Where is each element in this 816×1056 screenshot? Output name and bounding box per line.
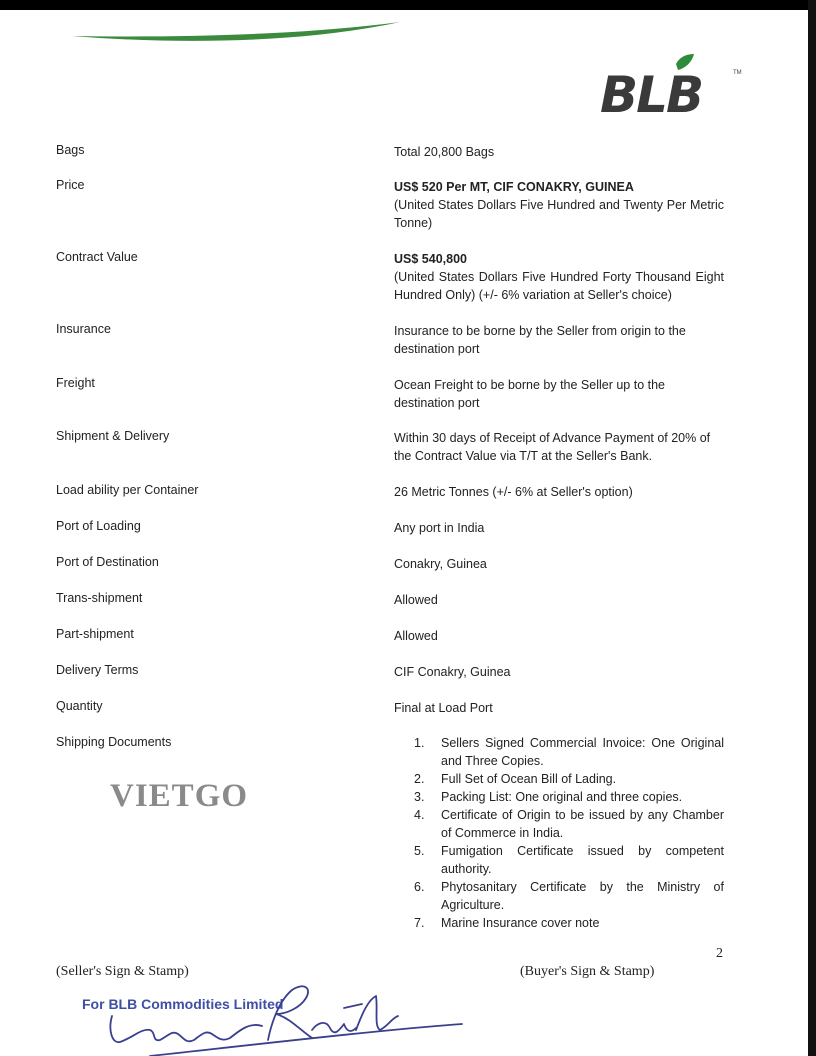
trademark-mark: TM [733,70,742,76]
list-item-number: 6. [414,880,425,894]
page-number: 2 [716,946,723,961]
row-value-main: US$ 540,800 [394,252,467,266]
row-label: Bags [56,143,85,157]
row-value-sub: (United States Dollars Five Hundred and Twenty Per Metric Tonne) [394,198,724,230]
row-value-text: Insurance to be borne by the Seller from origin to the destination port [394,324,686,356]
list-item-text: Sellers Signed Commercial Invoice: One Original and Three Copies. [441,736,724,768]
row-label: Price [56,178,85,192]
row-label: Quantity [56,699,103,713]
row-value-text: Within 30 days of Receipt of Advance Payment of 20% of the Contract Value via T/T at the Seller's Bank. [394,431,711,463]
row-label: Shipping Documents [56,735,172,749]
row-label: Insurance [56,322,111,336]
list-item-number: 4. [414,808,425,822]
list-item-number: 3. [414,790,425,804]
list-item-number: 2. [414,772,425,786]
row-value-text: Allowed [394,593,438,607]
row-label: Contract Value [56,250,138,264]
buyer-sign-label: (Buyer's Sign & Stamp) [520,964,655,979]
row-value-text: Final at Load Port [394,701,493,715]
list-item-text: Certificate of Origin to be issued by any Chamber of Commerce in India. [441,808,724,840]
seller-sign-label: (Seller's Sign & Stamp) [56,964,189,979]
row-label: Freight [56,376,95,390]
row-value-text: Total 20,800 Bags [394,145,495,159]
logo-text: BLB [600,66,703,124]
row-label: Trans-shipment [56,591,143,605]
row-label: Shipment & Delivery [56,429,170,443]
row-value-sub: (United States Dollars Five Hundred Forty Thousand Eight Hundred Only) (+/- 6% variation at Seller's choice) [394,270,724,302]
row-value-text: 26 Metric Tonnes (+/- 6% at Seller's option) [394,485,633,499]
list-item-number: 1. [414,736,425,750]
row-label: Port of Destination [56,555,159,569]
row-value-text: Conakry, Guinea [394,557,487,571]
row-value-text: Any port in India [394,521,485,535]
watermark: VIETGO [110,778,249,814]
row-value-main: US$ 520 Per MT, CIF CONAKRY, GUINEA [394,180,634,194]
list-item-text: Phytosanitary Certificate by the Ministry of Agriculture. [441,880,724,912]
list-item-number: 7. [414,916,425,930]
row-label: Part-shipment [56,627,134,641]
row-label: Load ability per Container [56,483,199,497]
row-value-text: CIF Conakry, Guinea [394,665,511,679]
list-item-text: Full Set of Ocean Bill of Lading. [441,772,617,786]
row-value-text: Allowed [394,629,438,643]
row-label: Delivery Terms [56,663,139,677]
list-item-text: Fumigation Certificate issued by competent authority. [441,844,724,876]
list-item-text: Marine Insurance cover note [441,916,600,930]
row-label: Port of Loading [56,519,141,533]
row-value-text: Ocean Freight to be borne by the Seller up to the destination port [394,378,666,410]
list-item-text: Packing List: One original and three copies. [441,790,683,804]
company-stamp: For BLB Commodities Limited [82,996,284,1012]
list-item-number: 5. [414,844,425,858]
